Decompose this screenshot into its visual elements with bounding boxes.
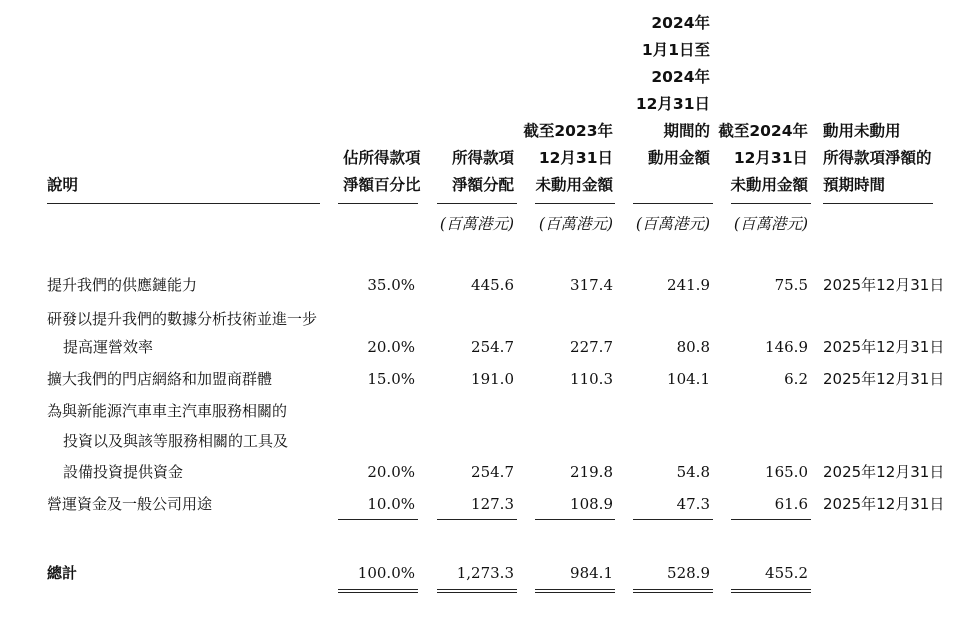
cell-unused-2023: 219.8 bbox=[570, 463, 613, 481]
table-row bbox=[0, 272, 960, 298]
row-description: 提升我們的供應鏈能力 bbox=[47, 276, 198, 294]
cell-unused-2024: 146.9 bbox=[765, 338, 808, 356]
cell-unused-2024: 61.6 bbox=[774, 495, 808, 513]
cell-timeline: 2025年12月31日 bbox=[823, 276, 945, 294]
total-unused-2023: 984.1 bbox=[570, 564, 613, 582]
total-row bbox=[0, 560, 960, 586]
cell-unused-2024: 75.5 bbox=[774, 276, 808, 294]
cell-alloc: 254.7 bbox=[471, 463, 514, 481]
cell-unused-2024: 6.2 bbox=[784, 370, 808, 388]
header-rule bbox=[731, 203, 811, 204]
row-description: 為與新能源汽車車主汽車服務相關的 bbox=[47, 402, 288, 420]
header-unused-2023: 截至2023年 12月31日 未動用金額 bbox=[523, 122, 613, 194]
row-description-cont: 設備投資提供資金 bbox=[63, 463, 184, 481]
cell-pct: 15.0% bbox=[367, 370, 415, 388]
subtotal-rule bbox=[338, 519, 418, 520]
table-row-continuation bbox=[0, 306, 960, 332]
cell-used-2024: 47.3 bbox=[676, 495, 710, 513]
row-description-cont: 提高運營效率 bbox=[63, 338, 154, 356]
subtotal-rule bbox=[633, 519, 713, 520]
cell-alloc: 127.3 bbox=[471, 495, 514, 513]
unit-label: (百萬港元) bbox=[733, 215, 808, 233]
header-rule bbox=[823, 203, 933, 204]
cell-unused-2024: 165.0 bbox=[765, 463, 808, 481]
header-rule bbox=[633, 203, 713, 204]
header-rule bbox=[535, 203, 615, 204]
cell-timeline: 2025年12月31日 bbox=[823, 495, 945, 513]
cell-unused-2023: 108.9 bbox=[570, 495, 613, 513]
cell-unused-2023: 227.7 bbox=[570, 338, 613, 356]
table-row bbox=[0, 491, 960, 517]
cell-pct: 10.0% bbox=[367, 495, 415, 513]
cell-alloc: 254.7 bbox=[471, 338, 514, 356]
total-label: 總計 bbox=[47, 564, 78, 582]
row-description: 營運資金及一般公司用途 bbox=[47, 495, 213, 513]
cell-unused-2023: 317.4 bbox=[570, 276, 613, 294]
unit-label: (百萬港元) bbox=[635, 215, 710, 233]
header-rule bbox=[47, 203, 320, 204]
cell-timeline: 2025年12月31日 bbox=[823, 463, 945, 481]
cell-timeline: 2025年12月31日 bbox=[823, 338, 945, 356]
subtotal-rule bbox=[535, 519, 615, 520]
row-description-cont: 投資以及與該等服務相關的工具及 bbox=[63, 432, 289, 450]
total-double-rule bbox=[535, 589, 615, 593]
total-double-rule bbox=[338, 589, 418, 593]
cell-alloc: 445.6 bbox=[471, 276, 514, 294]
header-rule bbox=[338, 203, 418, 204]
cell-used-2024: 241.9 bbox=[667, 276, 710, 294]
unit-label: (百萬港元) bbox=[439, 215, 514, 233]
subtotal-rule bbox=[731, 519, 811, 520]
subtotal-rule bbox=[437, 519, 517, 520]
header-rule bbox=[437, 203, 517, 204]
total-alloc: 1,273.3 bbox=[456, 564, 514, 582]
unit-label: (百萬港元) bbox=[538, 215, 613, 233]
header-pct: 佔所得款項 淨額百分比 bbox=[343, 149, 421, 194]
total-double-rule bbox=[633, 589, 713, 593]
cell-used-2024: 80.8 bbox=[676, 338, 710, 356]
cell-pct: 35.0% bbox=[367, 276, 415, 294]
cell-pct: 20.0% bbox=[367, 463, 415, 481]
cell-timeline: 2025年12月31日 bbox=[823, 370, 945, 388]
cell-used-2024: 54.8 bbox=[676, 463, 710, 481]
cell-pct: 20.0% bbox=[367, 338, 415, 356]
cell-alloc: 191.0 bbox=[471, 370, 514, 388]
cell-used-2024: 104.1 bbox=[667, 370, 710, 388]
total-used-2024: 528.9 bbox=[667, 564, 710, 582]
row-description: 擴大我們的門店網絡和加盟商群體 bbox=[47, 370, 273, 388]
table-row-continuation bbox=[0, 398, 960, 424]
row-description: 研發以提升我們的數據分析技術並進一步 bbox=[47, 310, 318, 328]
total-pct: 100.0% bbox=[357, 564, 415, 582]
header-alloc: 所得款項 淨額分配 bbox=[451, 149, 514, 194]
total-double-rule bbox=[437, 589, 517, 593]
header-timeline: 動用未動用 所得款項淨額的 預期時間 bbox=[823, 122, 932, 194]
cell-unused-2023: 110.3 bbox=[570, 370, 613, 388]
header-used-2024: 2024年 1月1日至 2024年 12月31日 期間的 動用金額 bbox=[635, 14, 710, 167]
header-unused-2024: 截至2024年 12月31日 未動用金額 bbox=[718, 122, 808, 194]
table-row bbox=[0, 366, 960, 392]
total-unused-2024: 455.2 bbox=[765, 564, 808, 582]
table-row bbox=[0, 334, 960, 360]
table-row-continuation bbox=[0, 428, 960, 454]
header-description: 說明 bbox=[47, 176, 79, 194]
table-row bbox=[0, 459, 960, 485]
total-double-rule bbox=[731, 589, 811, 593]
